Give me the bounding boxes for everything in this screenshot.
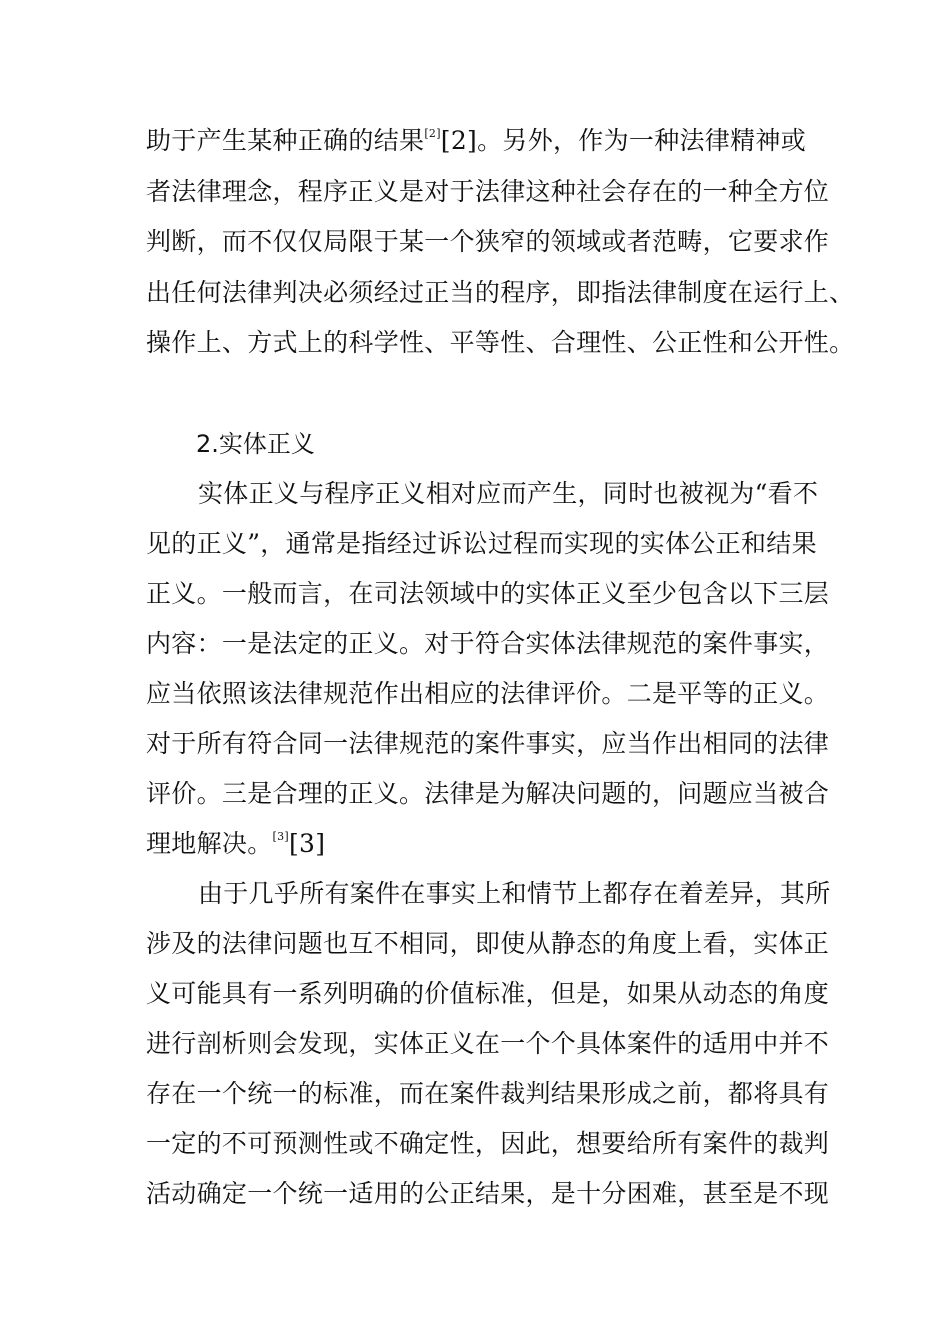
text-line: 一定的不可预测性或不确定性，因此，想要给所有案件的裁判	[146, 1129, 830, 1158]
text-line: 活动确定一个统一适用的公正结果，是十分困难，甚至是不现	[146, 1179, 830, 1208]
text-line: 出任何法律判决必须经过正当的程序，即指法律制度在运行上、	[146, 278, 855, 307]
line-text-tail: [2]。另外，作为一种法律精神或	[440, 126, 807, 155]
text-line: 应当依照该法律规范作出相应的法律评价。二是平等的正义。	[146, 679, 830, 708]
text-line: 由于几乎所有案件在事实上和情节上都存在着差异，其所	[198, 879, 831, 908]
line-text: 理地解决。	[146, 829, 273, 858]
text-line: 内容：一是法定的正义。对于符合实体法律规范的案件事实，	[146, 629, 830, 658]
text-line: 义可能具有一系列明确的价值标准，但是，如果从动态的角度	[146, 979, 830, 1008]
text-line: 判断，而不仅仅局限于某一个狭窄的领域或者范畴，它要求作	[146, 227, 830, 256]
section-heading: 2.实体正义	[196, 430, 315, 458]
text-line: 操作上、方式上的科学性、平等性、合理性、公正性和公开性。	[146, 328, 855, 357]
text-line: 存在一个统一的标准，而在案件裁判结果形成之前，都将具有	[146, 1079, 830, 1108]
text-line: 对于所有符合同一法律规范的案件事实，应当作出相同的法律	[146, 729, 830, 758]
text-line: 实体正义与程序正义相对应而产生，同时也被视为“看不	[198, 479, 819, 508]
text-line: 正义。一般而言，在司法领域中的实体正义至少包含以下三层	[146, 579, 830, 608]
citation-superscript: [2]	[424, 127, 441, 140]
text-line: 评价。三是合理的正义。法律是为解决问题的，问题应当被合	[146, 779, 830, 808]
text-line: 进行剖析则会发现，实体正义在一个个具体案件的适用中并不	[146, 1029, 830, 1058]
citation-superscript: [3]	[272, 830, 289, 843]
text-line	[146, 828, 846, 860]
text-line: 涉及的法律问题也互不相同，即使从静态的角度上看，实体正	[146, 929, 830, 958]
line-text: 助于产生某种正确的结果	[146, 126, 425, 155]
text-line: 见的正义”，通常是指经过诉讼过程而实现的实体公正和结果	[146, 529, 817, 558]
text-line	[146, 125, 846, 157]
line-text-tail: [3]	[289, 829, 326, 858]
text-line: 者法律理念，程序正义是对于法律这种社会存在的一种全方位	[146, 177, 830, 206]
